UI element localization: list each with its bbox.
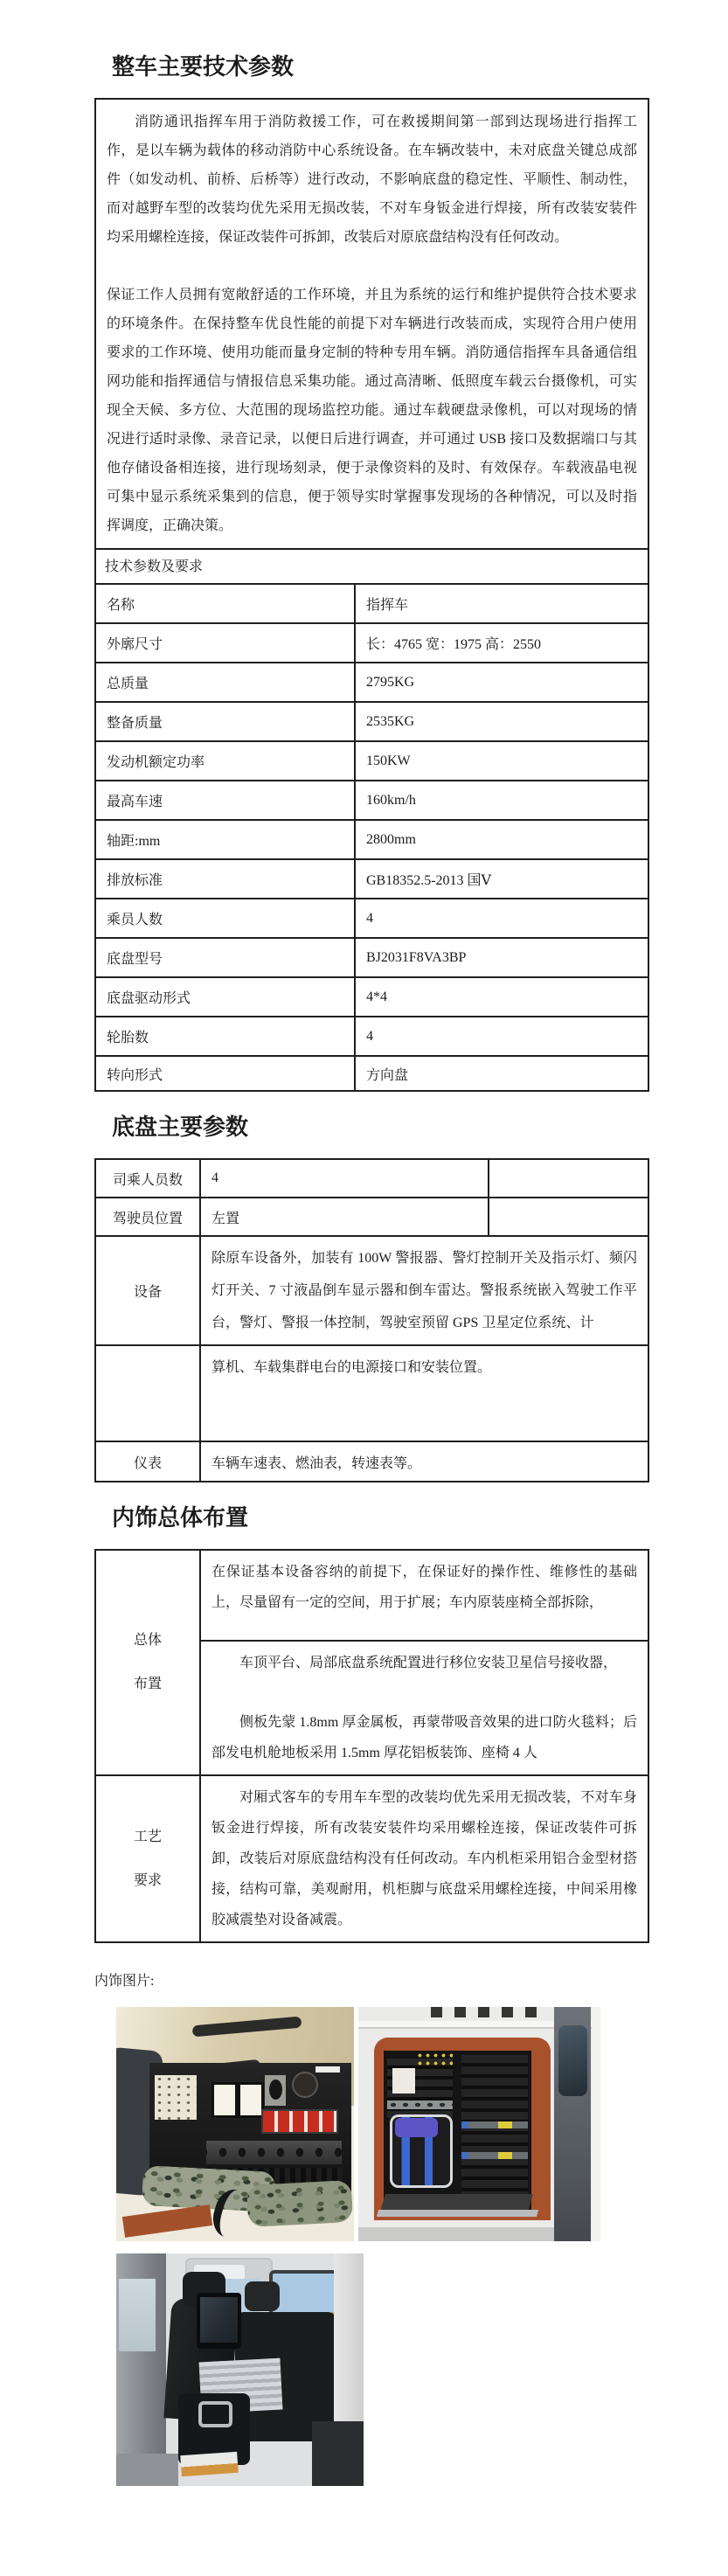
equipment-top [395,2118,439,2136]
panel-label [315,2066,339,2073]
interior-craft-cell [200,1775,648,1942]
circuit-board [155,2075,198,2120]
spec-row-label: 底盘型号 [95,938,355,977]
label-paper [392,2068,415,2093]
body-edge [592,2007,600,2241]
interior-general-paragraph-2: 侧板先蒙 1.8mm 厚金属板，再蒙带吸音效果的进口防火毯料；后部发电机舱地板采用 1.5mm 厚花铝板装饰、座椅 4 人 [211,1715,637,1760]
spec-row-value: 4 [355,899,648,938]
roof-equipment [431,2007,547,2017]
spec-row-label: 底盘驱动形式 [95,977,355,1017]
interior-photo-1 [116,2007,354,2241]
spec-row-value: 长：4765 宽：1975 高：2550 [355,623,648,663]
door-dark-bottom [312,2421,364,2486]
spec-table-row [95,899,648,938]
spec-row-label: 转向形式 [95,1056,355,1091]
intro-cell [95,99,648,549]
spec-row-label: 外廓尺寸 [95,623,355,663]
door-window [119,2279,156,2350]
section-title-vehicle-params: 整车主要技术参数 [112,54,295,80]
gauge-icon [238,2082,264,2118]
intro-paragraph-2: 保证工作人员拥有宽敞舒适的工作环境，并且为系统的运行和维护提供符合技术要求的环境条件。在保持整车优良性能的前提下对车辆进行改装而成，实现符合用户使用要求的工作环境、使用功能而量身定制的特种专用车辆。消防通信指挥车具备通信组网功能和指挥通信与情报信息采集功能。通过高清晰、低照度车载云台摄像机，可实现全天候、多方位、大范围的现场监控功能。通过车载硬盘录像机，可以对现场的情况进行适时录像、录音记录，以便日后进行调查，并可通过 USB 接口及数据端口与其他存储设备相连接，进行现场刻录，便于录像资料的及时、有效保存。车载液晶电视可集中显示系统采集到的信息，便于领导实时掌握事发现场的各种情况，可以及时指挥调度，正确决策。 [107,288,638,533]
spec-row-label: 总质量 [95,663,355,702]
spec-table-row [95,820,648,859]
interior-general-paragraph-1: 车顶平台、局部底盘系统配置进行移位安装卫星信号接收器， [239,1656,618,1670]
chassis-row-value: 除原车设备外，加装有 100W 警报器、警灯控制开关及指示灯、频闪灯开关、7 寸液晶倒车显示器和倒车雷达。警报系统嵌入驾驶工作平台，警灯、警报一体控制，驾驶室预留 GPS 卫星定位系统、计 [200,1236,648,1345]
chassis-row-extra-cell [489,1159,648,1198]
chassis-row-instruments [95,1441,648,1482]
chassis-row-value: 算机、车载集群电台的电源接口和安装位置。 [200,1345,648,1441]
spec-table-row [95,663,648,702]
spec-row-value: 指挥车 [355,584,648,623]
interior-craft-label: 工艺要求 [133,1829,162,1888]
label-plate [180,2452,239,2476]
section-title-interior-layout: 内饰总体布置 [112,1505,249,1531]
spec-row-value: 4*4 [355,977,648,1017]
spec-row-value: 4 [355,1017,648,1056]
chassis-row-label: 仪表 [95,1441,200,1482]
interior-craft-text: 对厢式客车的专用车车型的改装均优先采用无损改装，不对车身钣金进行焊接，所有改装安装件均采用螺栓连接，保证改装件可拆卸，改装后对原底盘结构没有任何改动。车内机柜采用铝合金型材搭接，结构可靠，美观耐用，机柜脚与底盘采用螺栓连接，中间采用橡胶减震垫对设备减震。 [211,1790,637,1927]
interior-general-cell-1: 在保证基本设备容纳的前提下，在保证好的操作性、维修性的基础上，尽量留有一定的空间，用于扩展；车内原装座椅全部拆除， [200,1550,648,1641]
interior-table [94,1549,649,1943]
interior-general-label-cell [95,1550,200,1775]
chassis-row-value: 左置 [200,1198,489,1236]
spec-table-row [95,702,648,741]
spec-row-label: 整备质量 [95,702,355,741]
chassis-row-value: 4 [200,1159,489,1198]
interior-row-craft [95,1775,648,1942]
spec-table-row [95,584,648,623]
chassis-row-label: 司乘人员数 [95,1159,200,1198]
chassis-row-equipment [95,1236,648,1345]
spec-table-body [95,584,648,1091]
intro-paragraph-1: 消防通讯指挥车用于消防救援工作，可在救援期间第一部到达现场进行指挥工作，是以车辆为载体的移动消防中心系统设备。在车辆改装中，未对底盘关键总成部件（如发动机、前桥、后桥等）进行改动，不影响底盘的稳定性、平顺性、制动性，而对越野车型的改装均优先采用无损改装，不对车身钣金进行焊接，所有改装安装件均采用螺栓连接，保证改装件可拆卸，改装后对原底盘结构没有任何改动。 [107,115,638,245]
spec-table-row [95,938,648,977]
floor-ramp-edge [377,2210,538,2217]
interior-photo-row [116,2007,728,2241]
interior-photo-3 [116,2253,364,2486]
spec-table [94,98,649,1092]
round-gauge-icon [292,2072,318,2098]
spec-row-label: 排放标准 [95,859,355,899]
rack-right [461,2055,528,2207]
interior-general-cell-2 [200,1641,648,1775]
spec-row-label: 发动机额定功率 [95,741,355,781]
rack-rail [206,2141,342,2164]
indicator-lights [416,2052,453,2066]
spec-table-row [95,1017,648,1056]
spec-row-value: 160km/h [355,781,648,820]
spec-row-value: 2535KG [355,702,648,741]
chassis-row-crew [95,1159,648,1198]
camo-bag [246,2180,352,2227]
spec-table-row [95,741,648,781]
spec-row-value: 2800mm [355,820,648,859]
intro-row [95,99,648,549]
spec-row-value: 150KW [355,741,648,781]
ground-strip [358,2227,554,2241]
spec-row-label: 乘员人数 [95,899,355,938]
interior-craft-label-cell [95,1775,200,1942]
spec-row-value: 方向盘 [355,1056,648,1091]
rotary-switch-icon [265,2075,286,2106]
chassis-row-label [95,1345,200,1441]
section-title-chassis-params: 底盘主要参数 [112,1114,249,1140]
interior-row-general-1 [95,1550,648,1641]
chassis-row-value: 车辆车速表、燃油表，转速表等。 [200,1441,648,1482]
spec-table-row [95,1056,648,1091]
rack-rail-highlight [461,2121,528,2128]
chassis-row-driver-position [95,1198,648,1236]
interior-general-label: 总体布置 [133,1633,162,1691]
spec-table-row [95,781,648,820]
spec-table-row [95,977,648,1017]
chassis-row-equipment-continued [95,1345,648,1441]
spec-row-value: 2795KG [355,663,648,702]
spec-row-value: GB18352.5-2013 国Ⅴ [355,859,648,899]
rack-rail [387,2100,453,2109]
step [116,2454,178,2486]
spec-table-title: 技术参数及要求 [95,549,648,584]
headrest [245,2281,280,2312]
door-window [558,2025,587,2095]
spec-row-label: 最高车速 [95,781,355,820]
spec-row-label: 轮胎数 [95,1017,355,1056]
breaker-row [261,2109,338,2134]
interior-photo-2 [358,2007,600,2241]
spec-row-value: BJ2031F8VA3BP [355,938,648,977]
chassis-row-label: 设备 [95,1236,200,1345]
gauge-icon [211,2082,238,2118]
chassis-row-label: 驾驶员位置 [95,1198,200,1236]
chassis-row-extra-cell [489,1198,648,1236]
rack-rail-highlight [461,2152,528,2159]
headrest-monitor [197,2293,241,2349]
spec-table-row [95,859,648,899]
spec-table-header-row [95,549,648,584]
interior-photos-label: 内饰图片: [94,1974,155,1989]
spec-table-row [95,623,648,663]
floor-strip [122,2205,212,2238]
spec-row-label: 名称 [95,584,355,623]
spec-row-label: 轴距:mm [95,820,355,859]
chassis-table [94,1158,649,1482]
